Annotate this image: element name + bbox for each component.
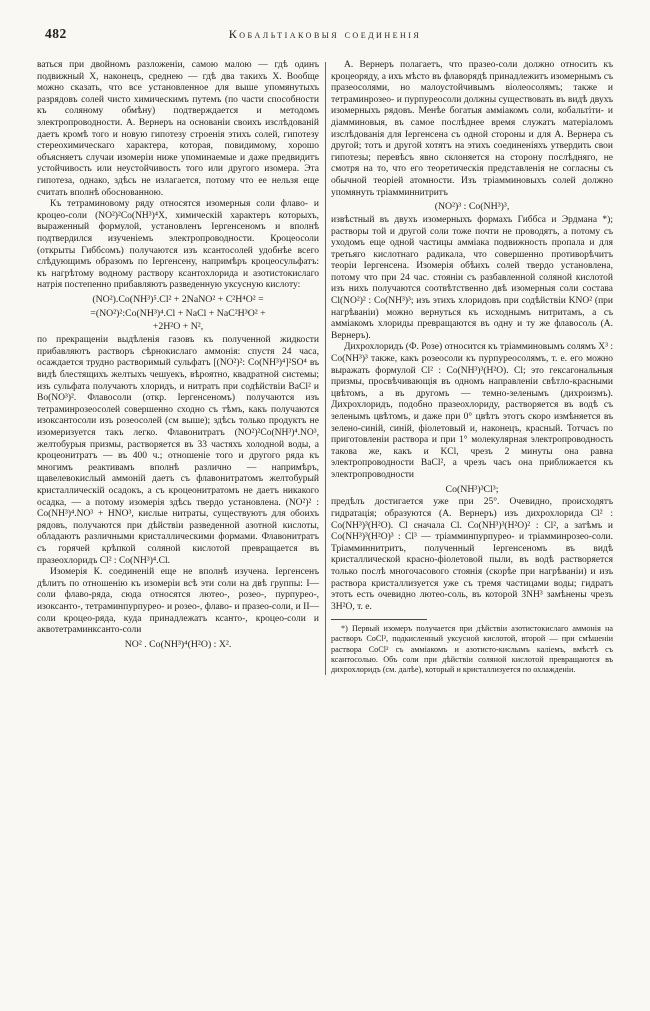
paragraph-continuation: ваться при двойномъ разложеніи, самою малою — гдѣ одинъ подвижный X, наконецъ, среднею — гдѣ два такихъ X. Вообще можно сказать, что все установленное для выше упомянутыхъ разрядовъ солей чисто химическимъ путемъ (по части способности къ соляному обмѣну) подтверждается и методомъ электропроводности. А. Вернеръ на основаніи своихъ изслѣдованій даетъ кромѣ того и новую гипотезу строенія этихъ солей, гипотезу стереохимическаго характера, которая, повидимому, хорошо объясняетъ случаи изомеріи ниже упоминаемые и даже предвидитъ устойчивость или неустойчивость того или другого изомера. Эта гипотеза, однако, здѣсь не излагается, потому что ее нельзя еще считать вполнѣ обоснованною. — [37, 60, 319, 198]
paragraph: Изомерія К. соединеній еще не вполнѣ изучена. Іергенсенъ дѣлитъ по отношенію къ изомеріи всѣ эти соли на двѣ группы: I—соли флаво-ряда, сюда относятся лютео-, розео-, пурпурео-, изоксанто-, тетраминпурпурео- и розео-, флаво- и празео-соли, и II—соли кроцео-ряда, куда принадлежатъ ксанто-, кроцео-соли и аквотетраминксанто-соли — [37, 567, 319, 636]
footnote: *) Первый изомеръ получается при дѣйствіи азотистокислаго аммонія на растворъ CoCl², подкисленный уксусной кислотой, второй — при смѣшеніи раствора CoCl² съ амміакомъ и азотисто-кислымъ каліемъ, вмѣстѣ съ ксантосолью. Объ соли при дѣйствіи соляной кислотой превращаются въ дихрохлоридъ (см. далѣе), который и кристаллизуется по охлажденіи. — [331, 624, 613, 674]
paragraph: Дихрохлоридъ (Ф. Розе) относится къ тріамминовымъ солямъ X³ : Co(NH³)³ также, какъ розеосоли къ пурпуреосолямъ, т. е. его можно выражать формулой Cl² : Co(NH³)³(H²O). Cl; это гексагональныя призмы, просвѣчивающія въ одномъ направленіи свѣтло-красными цвѣтомъ, а въ другомъ — темно-зеленымъ (дихроизмъ). Дихрохлоридъ, подобно празеохлориду, растворяется въ водѣ съ зеленымъ цвѣтомъ, и даже при 0° цвѣтъ этотъ скоро измѣняется въ зелено-синій, синій, фіолетовый и, наконецъ, красный. Тотчасъ по приготовленіи раствора и при 1° молекулярная электропроводность такова же, какъ и KCl, чрезъ 2 минуты она равна электропроводности BaCl², а чрезъ часъ она приближается къ электропроводности — [331, 342, 613, 480]
paragraph: Къ тетраминовому ряду относятся изомерныя соли флаво- и кроцео-соли (NO²)²Co(NH³)⁴X, химическій характеръ которыхъ, выраженный формулой, установленъ Іергенсеномъ и вполнѣ подтвердился изученіемъ электропроводности. Кроцеосоли (открыты Гиббсомъ) получаются изъ ксантосолей удобнѣе всего слѣдующимъ образомъ по Іергенсену, напримѣръ кроцеосульфатъ: къ нагрѣтому водному раствору ксантохлорида и азотистокислаго натрія постепенно прибавляютъ разведенную уксусную кислоту: — [37, 199, 319, 291]
paragraph: А. Вернеръ полагаетъ, что празео-соли должно относить къ кроцеоряду, а ихъ мѣсто въ флаворядѣ принадлежитъ изомернымъ съ празеосолями, но малоустойчивымъ віолеосолямъ; также и тетраминрозео- и пурпуреосоли должны существовать въ видѣ двухъ изомерныхъ рядовъ. Менѣе богатыя амміакомъ соли, кобальтіти- и діамминовыя, въ самое послѣднее время служатъ матеріаломъ изслѣдованія для Іергенсена съ одной стороны и для А. Вернера съ другой; тотъ и другой хотятъ на этихъ соединеніяхъ утвердить свои гипотезы; перевѣсъ явно склоняется на сторону послѣдняго, не смотря на то, что его теоретическія представленія не согласны съ обычной теоріей атомности. Изъ тріамминовыхъ солей должно упомянуть тріамминнитритъ — [331, 60, 613, 198]
chemical-formula: Co(NH³)³Cl³; — [445, 483, 499, 495]
chemical-equation-line: =(NO²)²:Co(NH³)⁴.Cl + NaCl + NaC²H³O² + — [90, 307, 266, 319]
chemical-formula: NO² . Co(NH³)⁴(H²O) : X². — [124, 638, 232, 650]
column-divider — [325, 62, 326, 675]
paragraph-continuation: предѣлъ достигается уже при 25°. Очевидно, происходятъ гидратація; образуются (А. Вернеръ) изъ дихрохлорида Cl² : Co(NH³)³(H²O). Cl сначала Cl. Co(NH³)³(H²O)² : Cl², а затѣмъ и Co(NH³)³(H²O)³ : Cl³ — тріамминпурпурео- и тріамминрозео-соли. Тріамминнитритъ, полученный Іергенсеномъ въ видѣ кристаллической красно-фіолетовой пыли, въ водѣ растворяется только послѣ многочасового стоянія (скорѣе при нагрѣваніи) и изъ раствора кристаллизуется уже съ тремя частицами воды; гидратъ этотъ есть очевидно лютео-соль, въ которой 3NH³ замѣнены чрезъ 3H²O, т. е. — [331, 497, 613, 612]
right-column — [331, 60, 613, 675]
two-column-body — [37, 60, 613, 675]
chemical-equation-line: +2H²O + N², — [152, 321, 204, 333]
chemical-formula: (NO²)³ : Co(NH³)³, — [434, 201, 510, 213]
left-column — [37, 60, 319, 675]
paragraph-continuation: по прекращеніи выдѣленія газовъ къ полученной жидкости прибавляютъ растворъ сѣрнокислаго аммонія: спустя 24 часа, осаждается трудно растворимый сульфатъ [(NO²)²: Co(NH³)⁴]²SO⁴ въ видѣ блестящихъ желтыхъ чешуекъ, вѣроятно, квадратной системы; изъ сульфата получаютъ хлоридъ, и нитратъ при содѣйствіи BaCl² и Bo(NO³)². Флавосоли (откр. Іергенсеномъ) получаются изъ тетраминрозеосолей совершенно сходно съ тѣмъ, какъ получаются изоксантосоли изъ розеосолей (см выше); здѣсь только продуктъ не изомеризуется такъ легко. Флавонитратъ (NO²)²Co(NH³)⁴.NO³, желтобурыя призмы, растворяется въ 33 частяхъ холодной воды, а кроцеонитратъ — въ 400 ч.; отношеніе того и другого ряда къ многимъ реактивамъ вполнѣ различно — напримѣръ, щавелевокислый аммоній даетъ съ флавонитратомъ желтобурый кристаллическій осадокъ, а съ кроцеонитратомъ не даетъ никакого осадка, — а потому изомерія здѣсь твердо установлена. (NO²)² : Co(NH³)⁴.NO³ + HNO³, кислые нитраты, существуютъ для обоихъ рядовъ, получаются при дѣйствіи разведенной азотной кислоты, обладаютъ различными кристаллическими формами. Флавонитратъ съ горячей крѣпкой соляной кислотой превращается въ празеохлоридъ Cl² : Co(NH³)⁴.Cl. — [37, 335, 319, 566]
footnote-rule — [331, 619, 427, 620]
page-header-title: Кобальтіаковыя соединенія — [228, 27, 422, 41]
page-header — [37, 24, 613, 50]
page-number: 482 — [45, 26, 67, 41]
chemical-equation-line: (NO²).Co(NH³)⁵.Cl² + 2NaNO² + C²H⁴O² = — [92, 293, 264, 305]
paragraph-continuation: извѣстный въ двухъ изомерныхъ формахъ Гиббса и Эрдмана *); растворы той и другой соли тоже почти не проводятъ, а потому съ уходомъ еще одной частицы амміака подвижность пропала и для третьяго кислотнаго радикала, что совершенно противорѣчитъ теоріи Іергенсена. Изомерія обѣихъ солей твердо установлена, потому что при 24 час. стояніи съ разбавленной соляной кислотой изъ нихъ получаются соотвѣтственно двѣ изомерныя соли состава Cl(NO²)² : Co(NH³)³; изъ этихъ хлоридовъ при содѣйствіи KNO² (при нагрѣваніи) можно вернуться къ исходнымъ нитритамъ, а съ амміакомъ хлориды превращаются въ одну и ту же флавосоль (А. Вернеръ). — [331, 214, 613, 341]
